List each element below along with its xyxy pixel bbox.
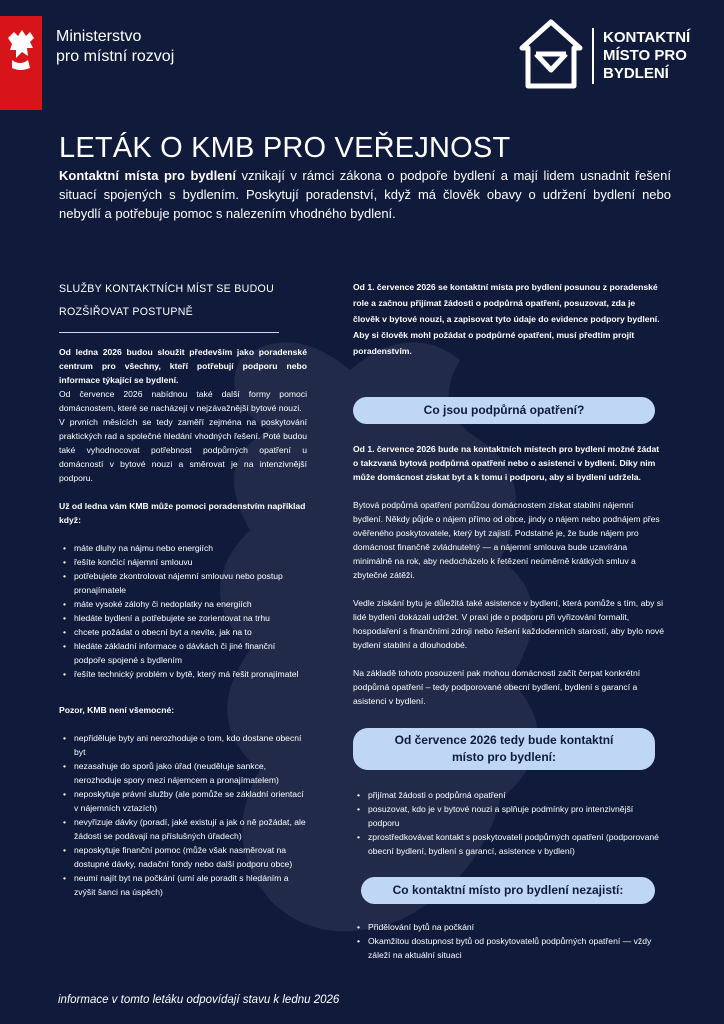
support-paragraph-1: Od 1. července 2026 bude na kontaktních místech pro bydlení možné žádat o takzvaná bytová podpůrná opatření nebo o asistenci v bydlení. Díky nim může domácnost získat byt a k tomu i podporu, aby si bydlení udržela. xyxy=(353,444,660,482)
ministry-name-line1: Ministerstvo xyxy=(56,28,142,45)
not-heading: Pozor, KMB není všemocné: xyxy=(59,705,175,715)
list-item: • máte dluhy na nájmu nebo energiích xyxy=(63,541,307,555)
list-item: • nevyřizuje dávky (poradí, jaké existují a jak o ně požádat, ale žádosti se podávají na příslušných úřadech) xyxy=(63,815,307,843)
spacer xyxy=(353,582,665,596)
list-item: • nezasahuje do sporů jako úřad (neuděluje sankce, nerozhoduje spory mezi nájemcem a pronajímatelem) xyxy=(63,759,307,787)
left-column xyxy=(59,278,307,899)
list-item: • neumí najít byt na počkání (umí ale poradit s hledáním a zvýšit šanci na úspěch) xyxy=(63,871,307,899)
list-item: • hledáte bydlení a potřebujete se zorientovat na trhu xyxy=(63,611,307,625)
from-july-pill-line2: místo pro bydlení: xyxy=(451,750,556,764)
services-heading-line1: SLUŽBY KONTAKTNÍCH MÍST SE BUDOU xyxy=(59,283,275,295)
right-column-intro xyxy=(353,279,663,359)
list-item: • hledáte základní informace o dávkách či jiné finanční podpoře spojené s bydlením xyxy=(63,639,307,667)
from-july-pill xyxy=(353,728,655,770)
page-title: LETÁK O KMB PRO VEŘEJNOST xyxy=(59,132,511,164)
list-item: • řešíte končící nájemní smlouvu xyxy=(63,555,307,569)
will-list-block xyxy=(353,788,665,858)
list-item: • nepřiděluje byty ani nerozhoduje o tom, kdo dostane obecní byt xyxy=(63,731,307,759)
ministry-name xyxy=(56,27,174,67)
not-provided-pill: Co kontaktní místo pro bydlení nezajistí: xyxy=(361,877,655,904)
kmb-logo-divider xyxy=(592,28,594,84)
list-item: • Přidělování bytů na počkání xyxy=(357,920,665,934)
kmb-logo-text xyxy=(603,29,690,83)
support-paragraph-3: Vedle získání bytu je důležitá také asistence v bydlení, která pomůže s tím, aby si lidé bydlení dokázali udržet. V praxi jde o podporu při vyřizování formalit, hospodaření s finančními zdroji nebo řešení každodenních starostí, aby bylo nové bydlení stabilní a dlouhodobé. xyxy=(353,598,664,650)
list-item: • chcete požádat o obecní byt a nevíte, jak na to xyxy=(63,625,307,639)
intro-paragraph xyxy=(59,166,671,223)
list-item: • Okamžitou dostupnost bytů od poskytovatelů podpůrných opatření — vždy záleží na aktuální situaci xyxy=(357,934,665,962)
footer-note: informace v tomto letáku odpovídají stavu k lednu 2026 xyxy=(58,994,340,1006)
help-heading: Už od ledna vám KMB může pomoci poradenstvím například když: xyxy=(59,501,306,525)
services-paragraph-3: V prvních měsících se tedy zaměří zejména na poskytování praktických rad a společné hledání vhodných řešení. Poté budou také vyhodnocovat potřebnost podpůrných opatření u domácností v bytové nouzi a směrovat je na intenzivnější podporu. xyxy=(59,417,307,483)
kmb-logo-line3: BYDLENÍ xyxy=(603,65,669,82)
spacer xyxy=(353,484,665,498)
services-paragraph-1: Od ledna 2026 budou sloužit především jako poradenské centrum pro všechny, kteří potřebují podporu nebo informace týkající se bydlení. xyxy=(59,347,307,385)
list-item: • neposkytuje finanční pomoc (může však nasměrovat na dostupné dávky, nadační fondy nebo další podporu obce) xyxy=(63,843,307,871)
spacer xyxy=(353,652,665,666)
wont-list xyxy=(357,920,665,962)
list-item: • neposkytuje právní služby (ale pomůže se základní orientací v nájemních vztazích) xyxy=(63,787,307,815)
list-item: • potřebujete zkontrolovat nájemní smlouvu nebo postup pronajímatele xyxy=(63,569,307,597)
section-divider xyxy=(59,332,279,333)
list-item: • posuzovat, kdo je v bytové nouzi a splňuje podmínky pro intenzivnější podporu xyxy=(357,802,665,830)
services-paragraph-2: Od července 2026 nabídnou také další formy pomoci domácnostem, které se nacházejí v nejzávažnější bytové nouzi. xyxy=(59,389,307,413)
list-item: • řešíte technický problém v bytě, který má řešit pronajímatel xyxy=(63,667,307,681)
support-paragraph-4: Na základě tohoto posouzení pak mohou domácnosti začít čerpat konkrétní podpůrná opatření – tedy podporované obecní bydlení, bydlení s garancí a asistenci v bydlení. xyxy=(353,668,641,706)
kmb-house-logo-icon xyxy=(516,18,586,92)
july-paragraph: Od 1. července 2026 se kontaktní místa pro bydlení posunou z poradenské role a začnou přijímat žádosti o podpůrná opatření, posuzovat, zda je člověk v bytové nouzi, a zapisovat tyto údaje do evidence podpory bydlení. Aby si člověk mohl požádat o podpůrné opatření, musí předtím projít poradenstvím. xyxy=(353,282,660,356)
spacer xyxy=(59,485,307,499)
intro-rest: vznikají v rámci zákona o podpoře bydlení a mají lidem usnadnit řešení situací spojených s bydlením. Poskytují poradenství, když má člověk obavy o udržení bydlení nebo nebydlí a potřebuje pomoc s nalezením vhodného bydlení. xyxy=(59,168,671,221)
list-item: • přijímat žádosti o podpůrná opatření xyxy=(357,788,665,802)
intro-bold: Kontaktní místa pro bydlení xyxy=(59,168,236,183)
support-measures-text xyxy=(353,442,665,708)
not-list xyxy=(63,731,307,899)
services-heading xyxy=(59,278,307,324)
from-july-pill-line1: Od července 2026 tedy bude kontaktní xyxy=(394,733,614,747)
spacer xyxy=(59,681,307,703)
ministry-emblem-icon xyxy=(0,16,42,110)
support-paragraph-2: Bytová podpůrná opatření pomůžou domácnostem získat stabilní nájemní bydlení. Někdy půjde o nájem přímo od obce, jindy o nájem nebo podnájem přes ověřeného poskytovatele, který byt zajistí. Podstatné je, že bude nájem pro domácnost finančně zvládnutelný — a nájemní smlouva bude uzavírána minimálně na rok, aby nedocházelo k řetězení neúměrně krátkých smluv a zbytečné zátěži. xyxy=(353,500,660,580)
spacer xyxy=(59,717,307,731)
kmb-logo-line2: MÍSTO PRO xyxy=(603,47,687,64)
list-item: • zprostředkovávat kontakt s poskytovateli podpůrných opatření (podporované obecní bydlení, bydlení s garancí, asistence v bydlení) xyxy=(357,830,665,858)
will-list xyxy=(357,788,665,858)
ministry-name-line2: pro místní rozvoj xyxy=(56,48,175,65)
services-heading-line2: ROZŠIŘOVAT POSTUPNĚ xyxy=(59,306,194,318)
list-item: • máte vysoké zálohy či nedoplatky na energiích xyxy=(63,597,307,611)
kmb-logo-line1: KONTAKTNÍ xyxy=(603,29,691,46)
wont-list-block xyxy=(353,920,665,962)
support-measures-pill: Co jsou podpůrná opatření? xyxy=(353,397,655,424)
spacer xyxy=(59,527,307,541)
help-list xyxy=(63,541,307,681)
